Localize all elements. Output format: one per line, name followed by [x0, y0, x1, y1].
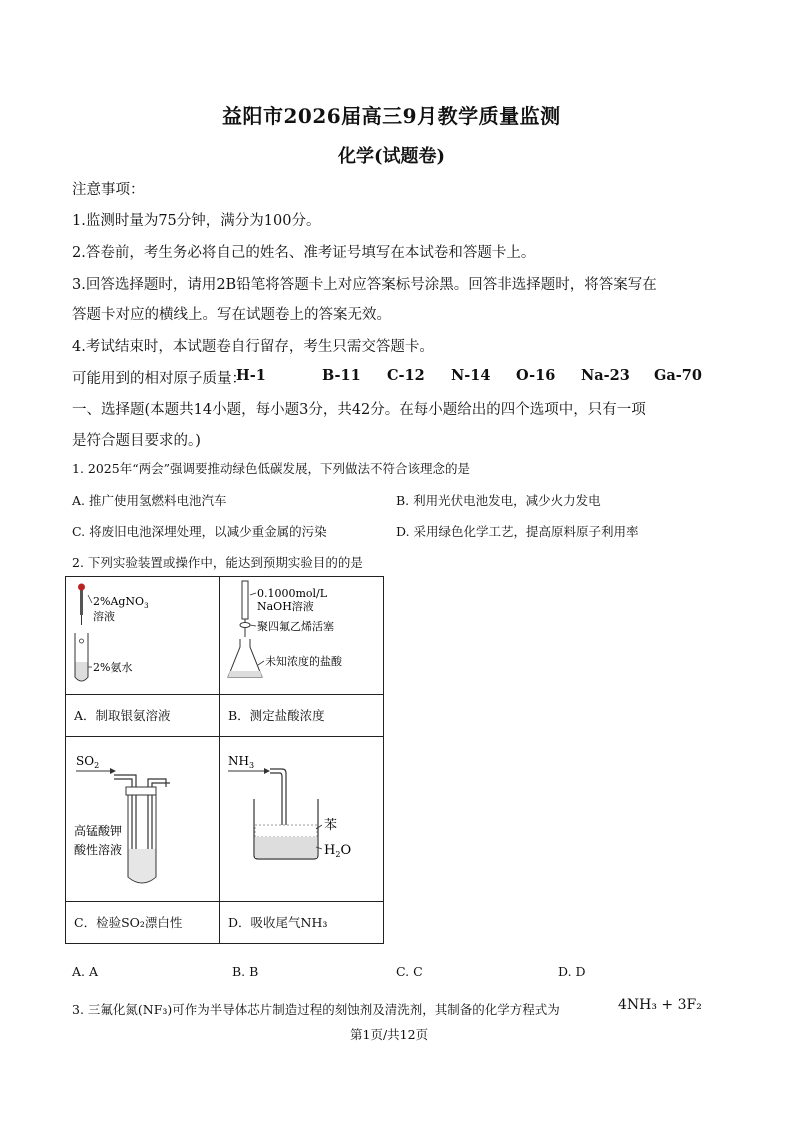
atomic-mass: C-12 — [387, 367, 425, 384]
note-item: 2.答卷前，考生务必将自己的姓名、准考证号填写在本试卷和答题卡上。 — [72, 245, 536, 261]
figure-a-top-label2: 溶液 — [93, 610, 115, 623]
figure-b-label-1: 0.1000mol/L — [257, 587, 328, 600]
figure-b-label-4: 未知浓度的盐酸 — [265, 655, 342, 668]
caption-d: D．吸收尾气NH₃ — [220, 902, 384, 944]
so2-test-diagram — [66, 737, 219, 897]
page-subtitle: 化学(试题卷) — [338, 146, 446, 167]
caption-b: B．测定盐酸浓度 — [220, 695, 384, 737]
question-2-stem: 2. 下列实验装置或操作中，能达到预期实验目的的是 — [72, 555, 363, 570]
figure-d-gas: $NH_3$ — [228, 754, 255, 770]
atomic-mass: B-11 — [322, 367, 361, 384]
figure-b — [220, 577, 384, 695]
question-2-answer-d: D. D — [558, 964, 586, 979]
figure-c-liquid-2: 酸性溶液 — [74, 843, 123, 857]
figure-c-gas: $SO_2$ — [76, 754, 100, 770]
question-1-option-c: C. 将废旧电池深埋处理，以减少重金属的污染 — [72, 524, 327, 539]
question-1-option-b: B. 利用光伏电池发电，减少火力发电 — [396, 493, 601, 508]
atomic-mass-label: 可能用到的相对原子质量： — [72, 371, 246, 387]
page-title: 益阳市2026届高三9月教学质量监测 — [222, 104, 561, 128]
question-1-stem: 1. 2025年“两会”强调要推动绿色低碳发展，下列做法不符合该理念的是 — [72, 461, 470, 476]
figure-c-liquid-1: 高锰酸钾 — [74, 824, 123, 838]
figure-b-label-2: NaOH溶液 — [257, 600, 314, 613]
page-number: 第1页/共12页 — [350, 1027, 429, 1042]
note-item: 答题卡对应的横线上。写在试题卷上的答案无效。 — [72, 307, 391, 323]
question-1-option-d: D. 采用绿色化学工艺，提高原料原子利用率 — [396, 524, 639, 539]
test-tube-diagram — [66, 577, 219, 690]
figure-d-upper-layer: 苯 — [324, 818, 338, 833]
question-2-answer-b: B. B — [232, 964, 259, 979]
section-heading: 一、选择题(本题共14小题，每小题3分，共42分。在每小题给出的四个选项中，只有一项 — [72, 402, 646, 418]
note-item: 4.考试结束时，本试题卷自行留存，考生只需交答题卡。 — [72, 339, 434, 355]
note-item: 3.回答选择题时，请用2B铅笔将答题卡上对应答案标号涂黑。回答非选择题时，将答案写在 — [72, 277, 657, 293]
caption-c: C．检验SO₂漂白性 — [66, 902, 220, 944]
nh3-absorption-diagram — [220, 737, 383, 897]
question-2-answer-a: A. A — [72, 964, 99, 979]
figure-a-top-label: 2%AgNO$_3$ — [93, 595, 149, 610]
apparatus-table — [65, 576, 384, 944]
note-item: 1.监测时量为75分钟，满分为100分。 — [72, 213, 321, 229]
figure-d — [220, 737, 384, 902]
atomic-mass: Na-23 — [581, 367, 630, 384]
figure-b-label-3: 聚四氟乙烯活塞 — [257, 620, 334, 633]
figure-a-bottom-label: 2%氨水 — [93, 661, 133, 674]
figure-d-lower-layer: $H_2O$ — [324, 843, 352, 859]
atomic-mass: O-16 — [516, 367, 556, 384]
question-1-option-a: A. 推广使用氢燃料电池汽车 — [72, 493, 227, 508]
question-3-equation: 4NH₃ + 3F₂ — [618, 997, 702, 1013]
figure-c — [66, 737, 220, 902]
question-2-answer-c: C. C — [396, 964, 423, 979]
atomic-mass: H-1 — [236, 367, 266, 384]
titration-diagram — [220, 577, 383, 690]
atomic-mass: Ga-70 — [654, 367, 702, 384]
figure-a — [66, 577, 220, 695]
question-3-stem: 3. 三氟化氮(NF₃)可作为半导体芯片制造过程的刻蚀剂及清洗剂，其制备的化学方程式为 — [72, 1002, 560, 1017]
caption-a: A．制取银氨溶液 — [66, 695, 220, 737]
section-heading-cont: 是符合题目要求的。) — [72, 433, 201, 449]
notes-heading: 注意事项： — [72, 182, 145, 198]
atomic-mass: N-14 — [451, 367, 491, 384]
